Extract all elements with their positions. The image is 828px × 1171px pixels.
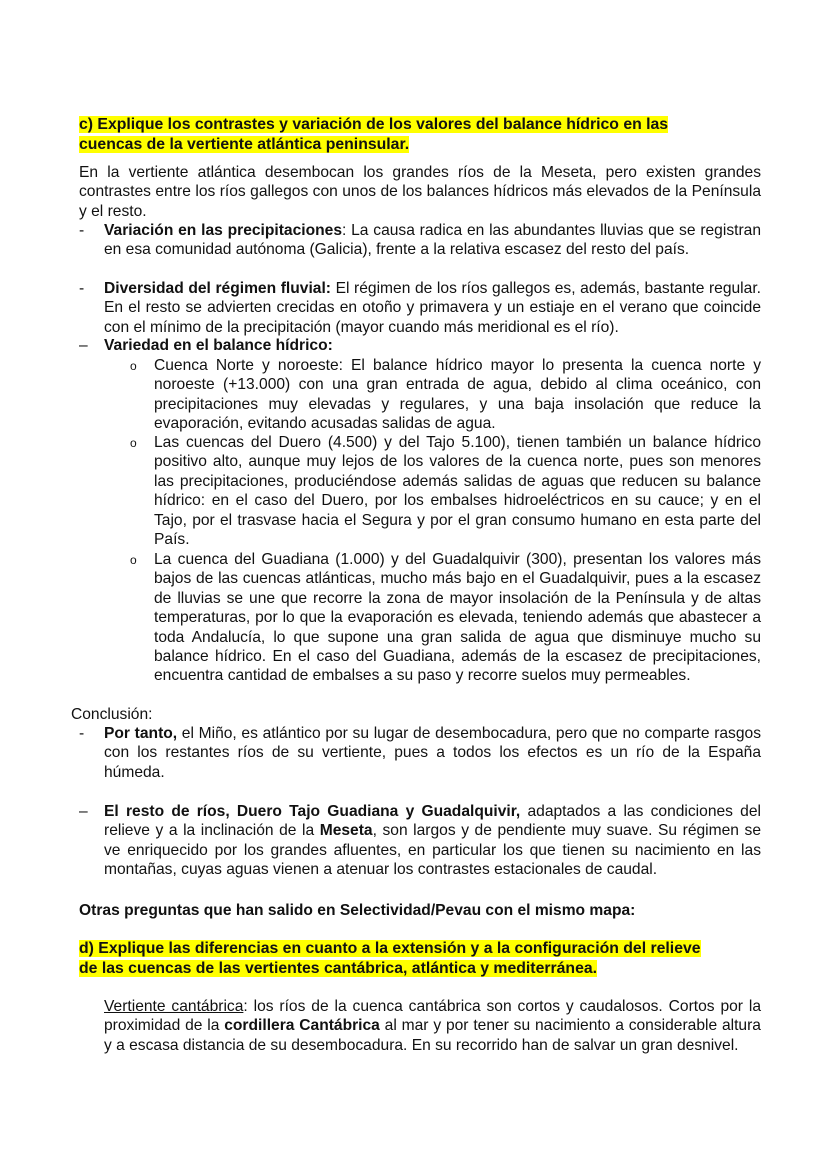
subitem-guadiana-guadalquivir: La cuenca del Guadiana (1.000) y del Guadalquivir (300), presentan los valores más bajos de las cuencas atlánticas, mucho más bajo en el Guadalquivir, pues a la escasez de lluvias se une que recorre la zona de mayor insolación de la Península y de altas temperaturas, por lo que la evaporación es elevada, teniendo además que abastecer a toda Andalucía, lo que supone una gran salida de agua que disminuye mucho su balance hídrico. En el caso del Guadiana, además de la escasez de precipitaciones, encuentra cantidad de embalses a su paso y recorre suelos muy permeables. [154,551,761,685]
section-d-text: al mar y por tener su nacimiento a considerable altura y a escasa distancia de su desembocadura. En su recorrido han de salvar un gran desnivel. [104,1017,761,1054]
list-marker: - [79,280,85,297]
section-d-text: : los ríos de la cuenca cantábrica son cortos y caudalosos. Cortos por la proximidad de la [104,998,761,1035]
subitem-cuenca-norte: Cuenca Norte y noroeste: El balance hídrico mayor lo presenta la cuenca norte y noroeste (+13.000) con una gran entrada de agua, debido al clima oceánico, con precipitaciones muy elevadas y regulares, y una baja insolación que reduce la evaporación, evitando acusadas salidas de agua. [154,357,761,433]
list-marker: - [79,725,85,742]
conclusion-text: , son largos y de pendiente muy suave. Su régimen se ve enriquecido por los grandes afluentes, en particular los que tienen su nacimiento en las montañas, cuyas aguas vienen a atenuar los contrastes estacionales de caudal. [104,822,761,879]
conclusion-lead: El resto de ríos, Duero Tajo Guadiana y Guadalquivir, [104,803,521,820]
list-item-lead: Variación en las precipitaciones [104,222,342,239]
list-item-regimen-fluvial [104,279,761,337]
conclusion-label: Conclusión: [71,706,153,723]
bullet-marker: o [130,359,137,373]
list-item-text: El régimen de los ríos gallegos es, además, bastante regular. En el resto se advierten crecidas en otoño y primavera y un estiaje en el verano que coincide con el mínimo de la precipitación (mayor cuando más meridional es el río). [104,280,761,336]
conclusion-item-resto-rios [104,802,761,880]
section-d-bold: cordillera Cantábrica [224,1017,380,1035]
section-d-body [104,997,761,1055]
bullet-marker: o [130,436,137,450]
section-c-intro: En la vertiente atlántica desembocan los grandes ríos de la Meseta, pero existen grandes contrastes entre los ríos gallegos con unos de los balances hídricos más elevados de la Península y el resto. [79,164,761,220]
conclusion-item-mino [104,724,761,782]
list-item-balance-hidrico [104,336,761,355]
section-d-title-line1: d) Explique las diferencias en cuanto a la extensión y a la configuración del relieve [79,940,701,957]
section-c-title [79,115,759,154]
conclusion-text: el Miño, es atlántico por su lugar de desembocadura, pero que no comparte rasgos con los restantes ríos de su vertiente, pues a todos los efectos es un río de la España húmeda. [104,725,761,781]
subitem-duero-tajo: Las cuencas del Duero (4.500) y del Tajo 5.100), tienen también un balance hídrico positivo alto, aunque muy lejos de los valores de la cuenca norte, pues son menores las precipitaciones, produciéndose además salidas de aguas que reducen su balance hídrico: en el caso del Duero, por los embalses hidroeléctricos en su cauce; y en el Tajo, por el trasvase hacia el Segura y por el gran consumo humano en esta parte del País. [154,434,761,549]
list-marker: – [79,803,88,820]
bullet-marker: o [130,553,137,567]
section-d-title-line2: de las cuencas de las vertientes cantábrica, atlántica y mediterránea. [79,959,598,977]
list-marker: – [79,337,88,354]
list-marker: - [79,222,85,239]
conclusion-text: adaptados a las condiciones del relieve y a la inclinación de la [104,803,761,840]
list-item-precipitaciones [104,221,761,260]
section-c-title-line2: cuencas de la vertiente atlántica peninsular. [79,135,410,153]
conclusion-lead: Por tanto, [104,725,178,742]
vertiente-cantabrica-label: Vertiente cantábrica [104,998,244,1015]
section-d-title [79,939,759,978]
conclusion-bold: Meseta [319,822,373,840]
list-item-text: : La causa radica en las abundantes lluvias que se registran en esa comunidad autónoma (Galicia), frente a la relativa escasez del resto del país. [104,222,761,259]
other-questions-heading: Otras preguntas que han salido en Selectividad/Pevau con el mismo mapa: [79,902,636,919]
section-c-title-line1: c) Explique los contrastes y variación de los valores del balance hídrico en las [79,116,669,133]
list-item-lead: Variedad en el balance hídrico: [104,337,333,354]
list-item-lead: Diversidad del régimen fluvial: [104,280,331,297]
